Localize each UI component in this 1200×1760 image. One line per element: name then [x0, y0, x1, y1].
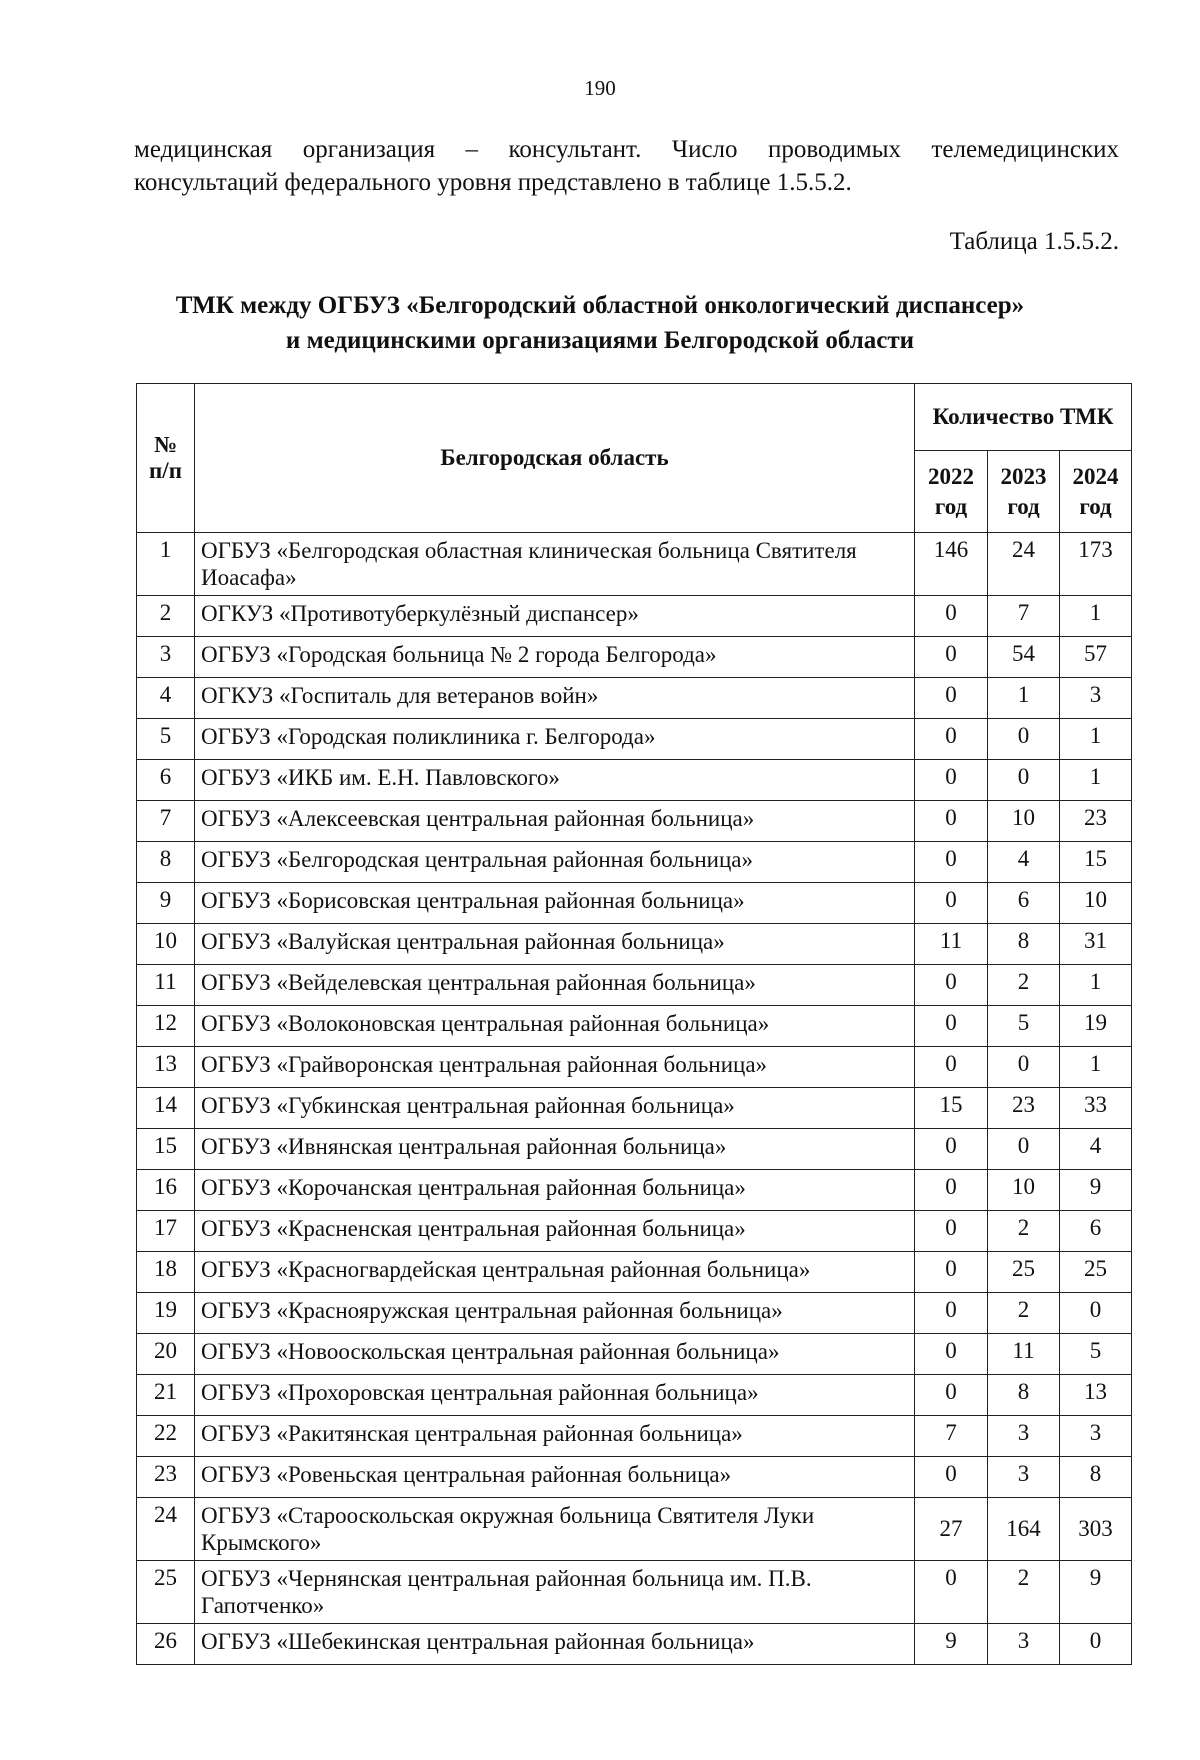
value-2023: 3 [988, 1624, 1060, 1665]
row-number: 15 [137, 1129, 195, 1170]
tmk-table [136, 383, 1132, 1665]
value-2023: 2 [988, 965, 1060, 1006]
value-2024: 9 [1060, 1170, 1132, 1211]
value-2022: 0 [915, 1211, 988, 1252]
value-2024: 10 [1060, 883, 1132, 924]
value-2023: 1 [988, 678, 1060, 719]
header-region: Белгородская область [195, 384, 915, 533]
value-2024: 1 [1060, 965, 1132, 1006]
organization-name: ОГБУЗ «Грайворонская центральная районная больница» [195, 1047, 915, 1088]
organization-name: ОГКУЗ «Госпиталь для ветеранов войн» [195, 678, 915, 719]
value-2024: 23 [1060, 801, 1132, 842]
value-2022: 27 [915, 1498, 988, 1561]
table-row [137, 801, 1132, 842]
organization-name: ОГБУЗ «Городская поликлиника г. Белгорода» [195, 719, 915, 760]
organization-name: ОГКУЗ «Противотуберкулёзный диспансер» [195, 596, 915, 637]
row-number: 21 [137, 1375, 195, 1416]
value-2023: 2 [988, 1211, 1060, 1252]
value-2023: 25 [988, 1252, 1060, 1293]
organization-name: ОГБУЗ «Валуйская центральная районная больница» [195, 924, 915, 965]
row-number: 2 [137, 596, 195, 637]
value-2023: 3 [988, 1457, 1060, 1498]
intro-line-2: консультаций федерального уровня представлено в таблице 1.5.5.2. [134, 169, 852, 196]
value-2023: 4 [988, 842, 1060, 883]
header-year-2024: 2024 год [1060, 451, 1132, 533]
value-2023: 5 [988, 1006, 1060, 1047]
value-2024: 0 [1060, 1624, 1132, 1665]
value-2023: 24 [988, 533, 1060, 596]
organization-name: ОГБУЗ «Волоконовская центральная районная больница» [195, 1006, 915, 1047]
table-title [0, 288, 1200, 358]
table-body [137, 533, 1132, 1665]
value-2023: 2 [988, 1293, 1060, 1334]
value-2022: 15 [915, 1088, 988, 1129]
value-2022: 0 [915, 965, 988, 1006]
table-row [137, 760, 1132, 801]
table-row [137, 965, 1132, 1006]
row-number: 4 [137, 678, 195, 719]
organization-name: ОГБУЗ «ИКБ им. Е.Н. Павловского» [195, 760, 915, 801]
value-2024: 3 [1060, 678, 1132, 719]
row-number: 20 [137, 1334, 195, 1375]
value-2023: 23 [988, 1088, 1060, 1129]
value-2022: 0 [915, 1047, 988, 1088]
value-2024: 173 [1060, 533, 1132, 596]
value-2022: 146 [915, 533, 988, 596]
organization-name: ОГБУЗ «Ивнянская центральная районная больница» [195, 1129, 915, 1170]
table-row [137, 1498, 1132, 1561]
value-2022: 0 [915, 760, 988, 801]
value-2023: 3 [988, 1416, 1060, 1457]
value-2024: 3 [1060, 1416, 1132, 1457]
value-2022: 0 [915, 1129, 988, 1170]
value-2022: 0 [915, 637, 988, 678]
value-2022: 0 [915, 1252, 988, 1293]
organization-name: ОГБУЗ «Борисовская центральная районная больница» [195, 883, 915, 924]
table-row [137, 883, 1132, 924]
row-number: 17 [137, 1211, 195, 1252]
row-number: 1 [137, 533, 195, 596]
value-2022: 11 [915, 924, 988, 965]
value-2023: 164 [988, 1498, 1060, 1561]
organization-name: ОГБУЗ «Шебекинская центральная районная больница» [195, 1624, 915, 1665]
table-row [137, 1334, 1132, 1375]
row-number: 5 [137, 719, 195, 760]
value-2022: 7 [915, 1416, 988, 1457]
table-row [137, 1211, 1132, 1252]
value-2024: 6 [1060, 1211, 1132, 1252]
value-2022: 0 [915, 678, 988, 719]
header-year-2023: 2023 год [988, 451, 1060, 533]
value-2024: 1 [1060, 596, 1132, 637]
row-number: 8 [137, 842, 195, 883]
organization-name: ОГБУЗ «Губкинская центральная районная больница» [195, 1088, 915, 1129]
header-year-2022: 2022 год [915, 451, 988, 533]
organization-name: ОГБУЗ «Красногвардейская центральная районная больница» [195, 1252, 915, 1293]
table-row [137, 678, 1132, 719]
row-number: 18 [137, 1252, 195, 1293]
value-2024: 5 [1060, 1334, 1132, 1375]
value-2022: 0 [915, 1375, 988, 1416]
organization-name: ОГБУЗ «Прохоровская центральная районная больница» [195, 1375, 915, 1416]
table-row [137, 1088, 1132, 1129]
value-2022: 0 [915, 596, 988, 637]
value-2023: 0 [988, 760, 1060, 801]
row-number: 19 [137, 1293, 195, 1334]
organization-name: ОГБУЗ «Вейделевская центральная районная больница» [195, 965, 915, 1006]
value-2022: 0 [915, 1293, 988, 1334]
value-2024: 8 [1060, 1457, 1132, 1498]
value-2023: 8 [988, 924, 1060, 965]
organization-name: ОГБУЗ «Чернянская центральная районная больница им. П.В. Гапотченко» [195, 1561, 915, 1624]
row-number: 6 [137, 760, 195, 801]
organization-name: ОГБУЗ «Белгородская центральная районная больница» [195, 842, 915, 883]
row-number: 3 [137, 637, 195, 678]
value-2024: 9 [1060, 1561, 1132, 1624]
value-2023: 7 [988, 596, 1060, 637]
value-2024: 303 [1060, 1498, 1132, 1561]
page-number: 190 [584, 76, 616, 100]
intro-line-1: медицинская организация – консультант. Число проводимых телемедицинских [134, 136, 1119, 163]
table-row [137, 719, 1132, 760]
organization-name: ОГБУЗ «Ракитянская центральная районная больница» [195, 1416, 915, 1457]
value-2024: 57 [1060, 637, 1132, 678]
value-2024: 1 [1060, 760, 1132, 801]
value-2024: 1 [1060, 1047, 1132, 1088]
row-number: 16 [137, 1170, 195, 1211]
value-2023: 0 [988, 1047, 1060, 1088]
value-2022: 0 [915, 801, 988, 842]
organization-name: ОГБУЗ «Корочанская центральная районная больница» [195, 1170, 915, 1211]
row-number: 12 [137, 1006, 195, 1047]
value-2024: 1 [1060, 719, 1132, 760]
row-number: 24 [137, 1498, 195, 1561]
value-2022: 0 [915, 1334, 988, 1375]
row-number: 23 [137, 1457, 195, 1498]
value-2022: 0 [915, 1457, 988, 1498]
value-2022: 0 [915, 1006, 988, 1047]
value-2022: 0 [915, 883, 988, 924]
table-row [137, 1129, 1132, 1170]
table-row [137, 596, 1132, 637]
organization-name: ОГБУЗ «Новооскольская центральная районная больница» [195, 1334, 915, 1375]
table-row [137, 1047, 1132, 1088]
table-row [137, 637, 1132, 678]
value-2023: 54 [988, 637, 1060, 678]
organization-name: ОГБУЗ «Городская больница № 2 города Белгорода» [195, 637, 915, 678]
table-row [137, 533, 1132, 596]
table-row [137, 1293, 1132, 1334]
value-2022: 0 [915, 719, 988, 760]
header-number: № п/п [137, 384, 195, 533]
table-row [137, 1252, 1132, 1293]
row-number: 11 [137, 965, 195, 1006]
value-2023: 0 [988, 1129, 1060, 1170]
value-2022: 0 [915, 1561, 988, 1624]
table-row [137, 1561, 1132, 1624]
value-2022: 0 [915, 842, 988, 883]
table-title-line-2: и медицинскими организациями Белгородской области [285, 327, 915, 354]
value-2024: 19 [1060, 1006, 1132, 1047]
table-row [137, 1006, 1132, 1047]
value-2024: 4 [1060, 1129, 1132, 1170]
organization-name: ОГБУЗ «Красненская центральная районная больница» [195, 1211, 915, 1252]
table-title-line-1: ТМК между ОГБУЗ «Белгородский областной онкологический диспансер» [175, 292, 1025, 319]
value-2023: 6 [988, 883, 1060, 924]
table-row [137, 1170, 1132, 1211]
table-row [137, 924, 1132, 965]
row-number: 10 [137, 924, 195, 965]
intro-paragraph [134, 133, 1119, 199]
header-tmk-count: Количество ТМК [915, 384, 1132, 451]
table-row [137, 1624, 1132, 1665]
value-2023: 10 [988, 1170, 1060, 1211]
table-row [137, 842, 1132, 883]
organization-name: ОГБУЗ «Краснояружская центральная районная больница» [195, 1293, 915, 1334]
value-2024: 31 [1060, 924, 1132, 965]
value-2022: 9 [915, 1624, 988, 1665]
row-number: 26 [137, 1624, 195, 1665]
value-2023: 11 [988, 1334, 1060, 1375]
value-2024: 15 [1060, 842, 1132, 883]
value-2024: 33 [1060, 1088, 1132, 1129]
table-row [137, 1375, 1132, 1416]
value-2023: 10 [988, 801, 1060, 842]
value-2024: 13 [1060, 1375, 1132, 1416]
row-number: 14 [137, 1088, 195, 1129]
organization-name: ОГБУЗ «Белгородская областная клиническая больница Святителя Иоасафа» [195, 533, 915, 596]
table-row [137, 1416, 1132, 1457]
row-number: 13 [137, 1047, 195, 1088]
value-2023: 2 [988, 1561, 1060, 1624]
value-2023: 8 [988, 1375, 1060, 1416]
row-number: 7 [137, 801, 195, 842]
value-2023: 0 [988, 719, 1060, 760]
table-caption: Таблица 1.5.5.2. [949, 228, 1119, 255]
row-number: 22 [137, 1416, 195, 1457]
value-2022: 0 [915, 1170, 988, 1211]
organization-name: ОГБУЗ «Старооскольская окружная больница Святителя Луки Крымского» [195, 1498, 915, 1561]
row-number: 9 [137, 883, 195, 924]
value-2024: 25 [1060, 1252, 1132, 1293]
organization-name: ОГБУЗ «Алексеевская центральная районная больница» [195, 801, 915, 842]
value-2024: 0 [1060, 1293, 1132, 1334]
row-number: 25 [137, 1561, 195, 1624]
table-row [137, 1457, 1132, 1498]
organization-name: ОГБУЗ «Ровеньская центральная районная больница» [195, 1457, 915, 1498]
